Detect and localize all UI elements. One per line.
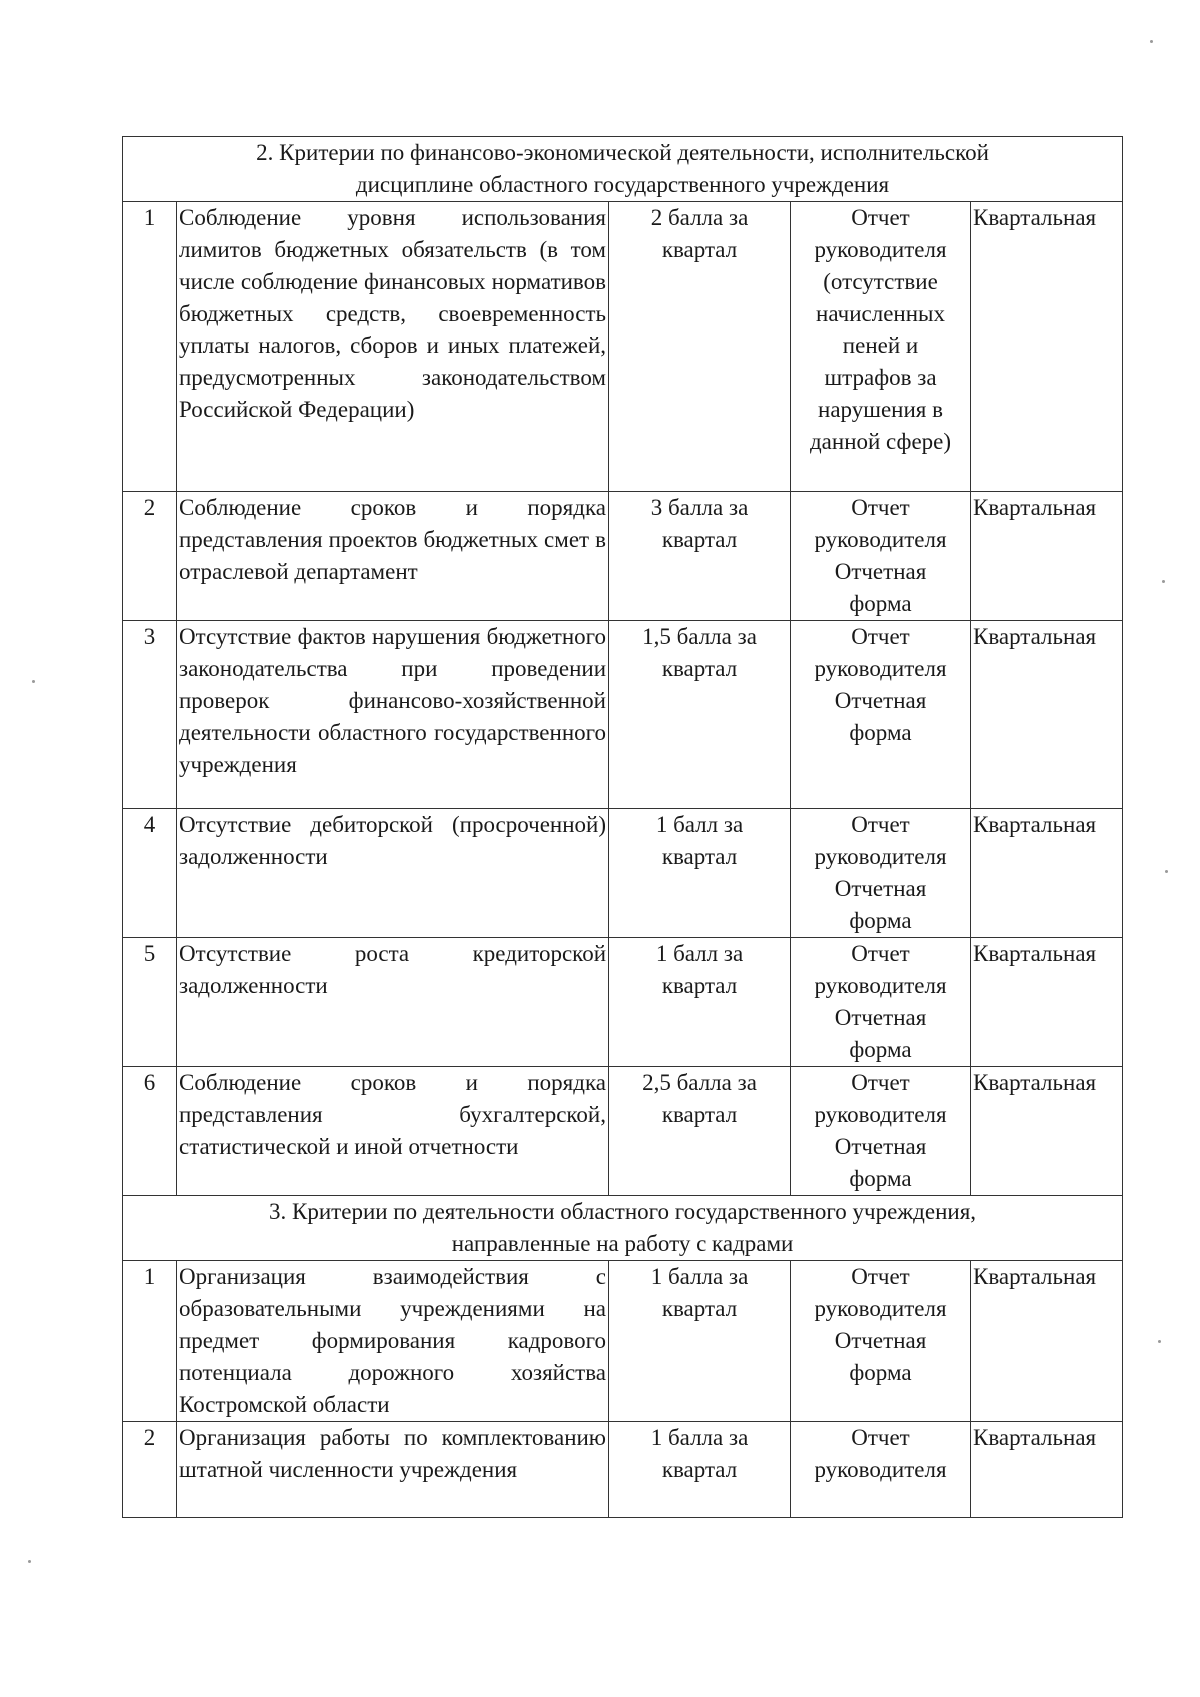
source-line: Отчетная — [834, 1134, 927, 1159]
score-line: 2,5 балла за — [642, 1070, 757, 1095]
criterion-source — [791, 938, 971, 1067]
row-number: 5 — [123, 938, 177, 1067]
source-line: форма — [849, 908, 912, 933]
score-line: 1 балла за — [650, 1264, 749, 1289]
source-line: Отчетная — [834, 876, 927, 901]
source-line: Отчет — [851, 1425, 910, 1450]
scan-speck — [1150, 40, 1153, 43]
section-title-line: 2. Критерии по финансово-экономической деятельности, исполнительской — [256, 140, 989, 165]
criteria-table-body — [123, 137, 1123, 1518]
row-number: 2 — [123, 1422, 177, 1518]
source-line: форма — [849, 1360, 912, 1385]
table-row — [123, 202, 1123, 492]
criterion-period: Квартальная — [971, 938, 1123, 1067]
source-line: Отчетная — [834, 688, 927, 713]
source-line: форма — [849, 1037, 912, 1062]
section-title — [123, 137, 1123, 202]
criterion-period: Квартальная — [971, 202, 1123, 492]
source-line: руководителя — [814, 1296, 947, 1321]
criterion-period: Квартальная — [971, 621, 1123, 809]
score-line: квартал — [661, 656, 738, 681]
score-line: 2 балла за — [650, 205, 749, 230]
section-title-line: дисциплине областного государственного учреждения — [355, 172, 890, 197]
scan-speck — [1165, 870, 1168, 873]
criterion-name: Соблюдение уровня использования лимитов бюджетных обязательств (в том числе соблюдение финансовых нормативов бюджетных средств, своевременность уплаты налогов, сборов и иных платежей, предусмотренных законодательством Российской Федерации) — [177, 202, 609, 492]
source-line: Отчет — [851, 941, 910, 966]
scan-speck — [28, 1560, 31, 1563]
score-line: квартал — [661, 527, 738, 552]
score-line: квартал — [661, 1102, 738, 1127]
criterion-source — [791, 492, 971, 621]
source-line: руководителя — [814, 844, 947, 869]
section-title-line: направленные на работу с кадрами — [451, 1231, 794, 1256]
row-number: 4 — [123, 809, 177, 938]
score-line: квартал — [661, 1457, 738, 1482]
source-line: Отчетная — [834, 1005, 927, 1030]
source-line: форма — [849, 1166, 912, 1191]
table-row — [123, 621, 1123, 809]
source-line: руководителя — [814, 1457, 947, 1482]
source-line: руководителя — [814, 1102, 947, 1127]
source-line: (отсутствие — [823, 269, 938, 294]
criterion-name: Соблюдение сроков и порядка представления бухгалтерской, статистической и иной отчетности — [177, 1067, 609, 1196]
score-line: 1 балла за — [650, 1425, 749, 1450]
criterion-name: Соблюдение сроков и порядка представления проектов бюджетных смет в отраслевой департамент — [177, 492, 609, 621]
criterion-source — [791, 1067, 971, 1196]
score-line: 3 балла за — [650, 495, 749, 520]
source-line: Отчет — [851, 1070, 910, 1095]
criterion-name: Отсутствие фактов нарушения бюджетного законодательства при проведении проверок финансово-хозяйственной деятельности областного государственного учреждения — [177, 621, 609, 809]
criterion-period: Квартальная — [971, 492, 1123, 621]
score-line: квартал — [661, 1296, 738, 1321]
source-line: руководителя — [814, 656, 947, 681]
criterion-name: Организация взаимодействия с образовательными учреждениями на предмет формирования кадрового потенциала дорожного хозяйства Костромской области — [177, 1261, 609, 1422]
criterion-period: Квартальная — [971, 1067, 1123, 1196]
criterion-score — [609, 621, 791, 809]
criterion-score — [609, 809, 791, 938]
section-header-row — [123, 137, 1123, 202]
source-line: штрафов за — [824, 365, 937, 390]
criterion-period: Квартальная — [971, 1261, 1123, 1422]
source-line: Отчет — [851, 624, 910, 649]
source-line: начисленных — [816, 301, 945, 326]
score-line: 1 балл за — [655, 941, 744, 966]
score-line: квартал — [661, 237, 738, 262]
source-line: форма — [849, 591, 912, 616]
scan-speck — [1158, 1340, 1161, 1343]
score-line: квартал — [661, 844, 738, 869]
source-line: Отчетная — [834, 559, 927, 584]
criterion-score — [609, 1261, 791, 1422]
source-line: Отчет — [851, 1264, 910, 1289]
section-title-line: 3. Критерии по деятельности областного государственного учреждения, — [269, 1199, 977, 1224]
criterion-period: Квартальная — [971, 809, 1123, 938]
section-title — [123, 1196, 1123, 1261]
score-line: 1,5 балла за — [642, 624, 757, 649]
criterion-score — [609, 1067, 791, 1196]
table-row — [123, 1422, 1123, 1518]
score-line: 1 балл за — [655, 812, 744, 837]
criterion-score — [609, 202, 791, 492]
source-line: руководителя — [814, 973, 947, 998]
source-line: Отчет — [851, 205, 910, 230]
criterion-source — [791, 1261, 971, 1422]
section-header-row — [123, 1196, 1123, 1261]
source-line: руководителя — [814, 527, 947, 552]
source-line: форма — [849, 720, 912, 745]
criterion-source — [791, 1422, 971, 1518]
source-line: нарушения в — [818, 397, 943, 422]
criterion-period: Квартальная — [971, 1422, 1123, 1518]
row-number: 3 — [123, 621, 177, 809]
row-number: 1 — [123, 1261, 177, 1422]
criteria-table — [122, 136, 1123, 1518]
source-line: Отчетная — [834, 1328, 927, 1353]
criterion-name: Организация работы по комплектованию штатной численности учреждения — [177, 1422, 609, 1518]
source-line: Отчет — [851, 812, 910, 837]
table-row — [123, 1261, 1123, 1422]
criterion-source — [791, 202, 971, 492]
criterion-source — [791, 809, 971, 938]
criterion-score — [609, 938, 791, 1067]
score-line: квартал — [661, 973, 738, 998]
source-line: пеней и — [842, 333, 919, 358]
table-row — [123, 492, 1123, 621]
scan-speck — [32, 680, 35, 683]
table-row — [123, 1067, 1123, 1196]
table-row — [123, 938, 1123, 1067]
source-line: данной сфере) — [809, 429, 952, 454]
criterion-source — [791, 621, 971, 809]
source-line: Отчет — [851, 495, 910, 520]
table-row — [123, 809, 1123, 938]
criterion-name: Отсутствие роста кредиторской задолженности — [177, 938, 609, 1067]
row-number: 6 — [123, 1067, 177, 1196]
source-line: руководителя — [814, 237, 947, 262]
criterion-name: Отсутствие дебиторской (просроченной) задолженности — [177, 809, 609, 938]
criterion-score — [609, 492, 791, 621]
row-number: 2 — [123, 492, 177, 621]
row-number: 1 — [123, 202, 177, 492]
scan-speck — [1162, 580, 1165, 583]
criterion-score — [609, 1422, 791, 1518]
